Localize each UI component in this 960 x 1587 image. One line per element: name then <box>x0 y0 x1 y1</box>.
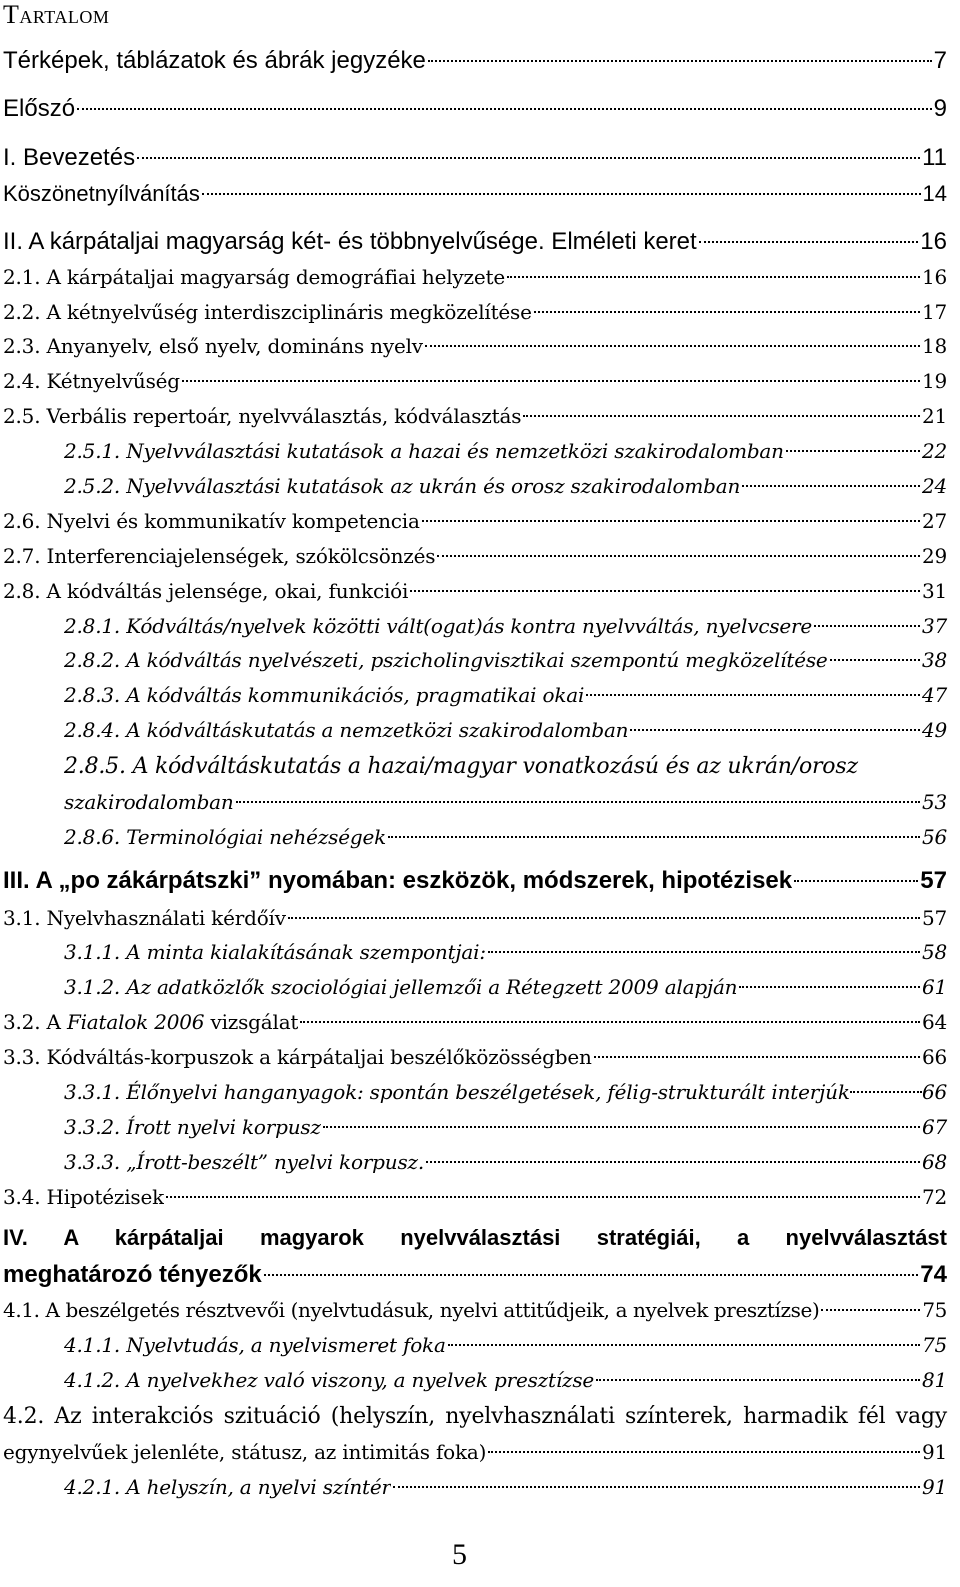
dot-leader <box>425 345 920 347</box>
toc-entry-label: meghatározó tényezők <box>3 1261 262 1288</box>
toc-entry[interactable] <box>64 1077 947 1109</box>
toc-entry-label: Térképek, táblázatok és ábrák jegyzéke <box>3 47 426 74</box>
toc-entry[interactable] <box>3 1007 947 1039</box>
toc-entry-page: 91 <box>921 1440 947 1464</box>
toc-entry[interactable] <box>3 179 947 211</box>
dot-leader <box>388 836 920 838</box>
toc-entry-label: Köszönetnyílvánítás <box>3 181 200 206</box>
toc-entry-label: 2.8.6. Terminológiai nehézségek <box>64 825 387 849</box>
toc-entry[interactable] <box>3 866 947 898</box>
toc-entry-page: 72 <box>921 1185 947 1209</box>
toc-entry-label <box>3 1007 298 1037</box>
toc-entry-label: szakirodalomban <box>64 790 234 814</box>
toc-entry[interactable] <box>64 611 947 643</box>
toc-entry-page: 24 <box>921 474 947 498</box>
toc-entry-label: 2.8.3. A kódváltás kommunikációs, pragmatikai okai <box>64 683 585 707</box>
toc-entry-page: 29 <box>921 544 947 568</box>
toc-entry[interactable] <box>64 715 947 747</box>
toc-entry[interactable] <box>64 645 947 677</box>
toc-entry[interactable] <box>3 227 947 259</box>
toc-entry-label: 2.8.2. A kódváltás nyelvészeti, pszicholingvisztikai szempontú megközelítése <box>64 648 828 672</box>
toc-entry-label: 3.1.2. Az adatközlők szociológiai jellemzői a Rétegzett 2009 alapján <box>64 975 738 999</box>
toc-entry[interactable] <box>64 787 947 819</box>
toc-entry-label-suffix: vizsgálat <box>204 1010 299 1034</box>
toc-entry-label: II. A kárpátaljai magyarság két- és többnyelvűsége. Elméleti keret <box>3 228 697 255</box>
toc-entry-label: 3.3. Kódváltás-korpuszok a kárpátaljai beszélőközösségben <box>3 1045 592 1069</box>
dot-leader <box>288 917 920 919</box>
toc-entry-label: 3.3.2. Írott nyelvi korpusz <box>64 1115 321 1139</box>
toc-entry-page: 67 <box>921 1115 947 1139</box>
dot-leader <box>830 659 920 661</box>
dot-leader <box>437 555 920 557</box>
toc-entry-page: 47 <box>921 683 947 707</box>
toc-entry-page: 38 <box>921 648 947 672</box>
dot-leader <box>794 880 918 882</box>
dot-leader <box>821 1309 920 1311</box>
toc-entry-page: 61 <box>921 975 947 999</box>
toc-entry[interactable] <box>3 94 947 126</box>
dot-leader <box>630 729 920 731</box>
toc-entry-label: 3.1.1. A minta kialakításának szempontjai: <box>64 940 486 964</box>
dot-leader <box>323 1126 920 1128</box>
toc-entry-label-line1[interactable]: 4.2. Az interakciós szituáció (helyszín, nyelvhasználati színterek, harmadik fél vagy <box>3 1404 947 1429</box>
toc-entry[interactable] <box>64 436 947 468</box>
toc-entry-page: 91 <box>921 1475 947 1499</box>
toc-entry[interactable] <box>3 143 947 175</box>
toc-entry-label: 2.8.1. Kódváltás/nyelvek közötti vált(ogat)ás kontra nyelvváltás, nyelvcsere <box>64 614 813 638</box>
toc-entry-page: 19 <box>921 369 947 393</box>
toc-entry-label: 3.3.3. „Írott-beszélt” nyelvi korpusz. <box>64 1150 425 1174</box>
dot-leader <box>523 415 920 417</box>
toc-entry[interactable] <box>3 262 947 294</box>
dot-leader <box>507 276 920 278</box>
toc-entry[interactable] <box>64 937 947 969</box>
dot-leader <box>410 590 920 592</box>
toc-entry-label: 2.1. A kárpátaljai magyarság demográfiai helyzete <box>3 265 505 289</box>
toc-entry-label: Előszó <box>3 95 76 122</box>
toc-entry-label: 4.1. A beszélgetés résztvevői (nyelvtudásuk, nyelvi attitűdjeik, a nyelvek presztízse) <box>3 1298 820 1322</box>
toc-entry-label-italic: Fiatalok 2006 <box>66 1010 205 1034</box>
toc-entry-page: 9 <box>933 95 947 122</box>
toc-entry-label: 2.7. Interferenciajelenségek, szókölcsönzés <box>3 544 436 568</box>
toc-entry-label: 2.3. Anyanyelv, első nyelv, domináns nyelv <box>3 334 423 358</box>
dot-leader <box>77 108 932 110</box>
toc-entry[interactable] <box>64 972 947 1004</box>
toc-entry-page: 7 <box>933 47 947 74</box>
dot-leader <box>488 1451 920 1453</box>
toc-entry-page: 68 <box>921 1150 947 1174</box>
toc-entry-page: 56 <box>921 825 947 849</box>
toc-heading: Tartalom <box>3 0 110 29</box>
dot-leader <box>137 157 920 159</box>
toc-entry-label: 2.4. Kétnyelvűség <box>3 369 180 393</box>
toc-entry-label-line1[interactable]: 2.8.5. A kódváltáskutatás a hazai/magyar vonatkozású és az ukrán/orosz <box>64 754 858 779</box>
dot-leader <box>202 193 921 195</box>
toc-entry[interactable] <box>64 471 947 503</box>
dot-leader <box>488 951 920 953</box>
dot-leader <box>699 241 919 243</box>
toc-entry-label: 4.2.1. A helyszín, a nyelvi színtér <box>64 1475 391 1499</box>
toc-entry-page: 22 <box>921 439 947 463</box>
toc-entry-label: I. Bevezetés <box>3 144 136 171</box>
toc-entry-page: 16 <box>920 228 947 255</box>
toc-entry[interactable] <box>3 297 947 329</box>
dot-leader <box>300 1021 920 1023</box>
toc-entry[interactable] <box>64 1330 947 1362</box>
toc-entry-page: 37 <box>921 614 947 638</box>
toc-entry[interactable] <box>64 1147 947 1179</box>
toc-entry-label-prefix: 3.2. A <box>3 1010 67 1034</box>
toc-entry-page: 81 <box>921 1368 947 1392</box>
toc-entry[interactable] <box>3 1182 947 1214</box>
dot-leader <box>182 380 920 382</box>
toc-entry[interactable] <box>64 680 947 712</box>
toc-entry-page: 74 <box>920 1261 947 1288</box>
toc-entry-label: III. A „po zákárpátszki” nyomában: eszközök, módszerek, hipotézisek <box>3 867 793 894</box>
toc-entry[interactable] <box>3 46 947 78</box>
toc-entry[interactable] <box>3 331 947 363</box>
toc-entry-page: 21 <box>921 404 947 428</box>
dot-leader <box>814 625 920 627</box>
toc-entry[interactable] <box>3 1437 947 1469</box>
dot-leader <box>426 1161 920 1163</box>
toc-entry-page: 16 <box>921 265 947 289</box>
dot-leader <box>448 1344 920 1346</box>
toc-entry-label: 3.3.1. Élőnyelvi hanganyagok: spontán beszélgetések, félig-strukturált interjúk <box>64 1080 850 1104</box>
toc-entry-page: 57 <box>921 906 947 930</box>
toc-entry-label: 4.1.1. Nyelvtudás, a nyelvismeret foka <box>64 1333 446 1357</box>
toc-entry-label: egynyelvűek jelenléte, státusz, az intimitás foka) <box>3 1440 487 1464</box>
toc-entry[interactable] <box>64 1365 947 1397</box>
dot-leader <box>166 1196 920 1198</box>
toc-entry-page: 58 <box>921 940 947 964</box>
toc-entry-label: 2.6. Nyelvi és kommunikatív kompetencia <box>3 509 420 533</box>
toc-entry[interactable] <box>3 401 947 433</box>
toc-entry[interactable] <box>3 1295 947 1327</box>
toc-entry-page: 75 <box>921 1333 947 1357</box>
toc-entry-label: 3.1. Nyelvhasználati kérdőív <box>3 906 286 930</box>
toc-entry[interactable] <box>3 1042 947 1074</box>
dot-leader <box>534 311 920 313</box>
toc-entry-label: 2.2. A kétnyelvűség interdiszciplináris megközelítése <box>3 300 532 324</box>
toc-entry-page: 75 <box>922 1298 947 1322</box>
toc-entry-page: 11 <box>922 144 947 171</box>
page-number: 5 <box>452 1538 467 1571</box>
toc-entry[interactable] <box>3 576 947 608</box>
toc-entry-page: 66 <box>921 1045 947 1069</box>
dot-leader <box>236 801 920 803</box>
toc-entry-page: 27 <box>921 509 947 533</box>
dot-leader <box>428 60 932 62</box>
toc-entry-page: 49 <box>921 718 947 742</box>
toc-entry[interactable] <box>3 366 947 398</box>
toc-entry-label: 3.4. Hipotézisek <box>3 1185 165 1209</box>
dot-leader <box>739 986 920 988</box>
toc-entry-page: 64 <box>921 1010 947 1034</box>
toc-entry-page: 31 <box>921 579 947 603</box>
dot-leader <box>596 1379 920 1381</box>
dot-leader <box>422 520 920 522</box>
toc-entry-page: 66 <box>921 1080 947 1104</box>
toc-entry-label: 2.8. A kódváltás jelensége, okai, funkciói <box>3 579 409 603</box>
toc-entry[interactable] <box>64 1472 947 1504</box>
dot-leader <box>264 1274 919 1276</box>
toc-entry-page: 18 <box>921 334 947 358</box>
dot-leader <box>586 694 920 696</box>
toc-entry-label: 2.5. Verbális repertoár, nyelvválasztás, kódválasztás <box>3 404 522 428</box>
dot-leader <box>594 1056 920 1058</box>
toc-entry-page: 53 <box>921 790 947 814</box>
toc-entry-label: 4.1.2. A nyelvekhez való viszony, a nyelvek presztízse <box>64 1368 595 1392</box>
toc-entry-label: 2.5.1. Nyelvválasztási kutatások a hazai és nemzetközi szakirodalomban <box>64 439 784 463</box>
toc-entry[interactable] <box>3 1260 947 1292</box>
dot-leader <box>742 485 920 487</box>
toc-entry-page: 17 <box>921 300 947 324</box>
toc-entry-page: 57 <box>920 867 947 894</box>
toc-entry[interactable] <box>3 506 947 538</box>
dot-leader <box>393 1486 920 1488</box>
toc-entry-label: 2.8.4. A kódváltáskutatás a nemzetközi szakirodalomban <box>64 718 629 742</box>
toc-entry[interactable] <box>3 541 947 573</box>
toc-entry-label-line1[interactable]: IV. A kárpátaljai magyarok nyelvválasztási stratégiái, a nyelvválasztást <box>3 1225 947 1250</box>
toc-entry[interactable] <box>64 822 947 854</box>
toc-entry[interactable] <box>3 903 947 935</box>
toc-entry[interactable] <box>64 1112 947 1144</box>
dot-leader <box>786 450 920 452</box>
dot-leader <box>850 1091 922 1093</box>
toc-entry-page: 14 <box>922 181 947 206</box>
toc-entry-label: 2.5.2. Nyelvválasztási kutatások az ukrán és orosz szakirodalomban <box>64 474 741 498</box>
